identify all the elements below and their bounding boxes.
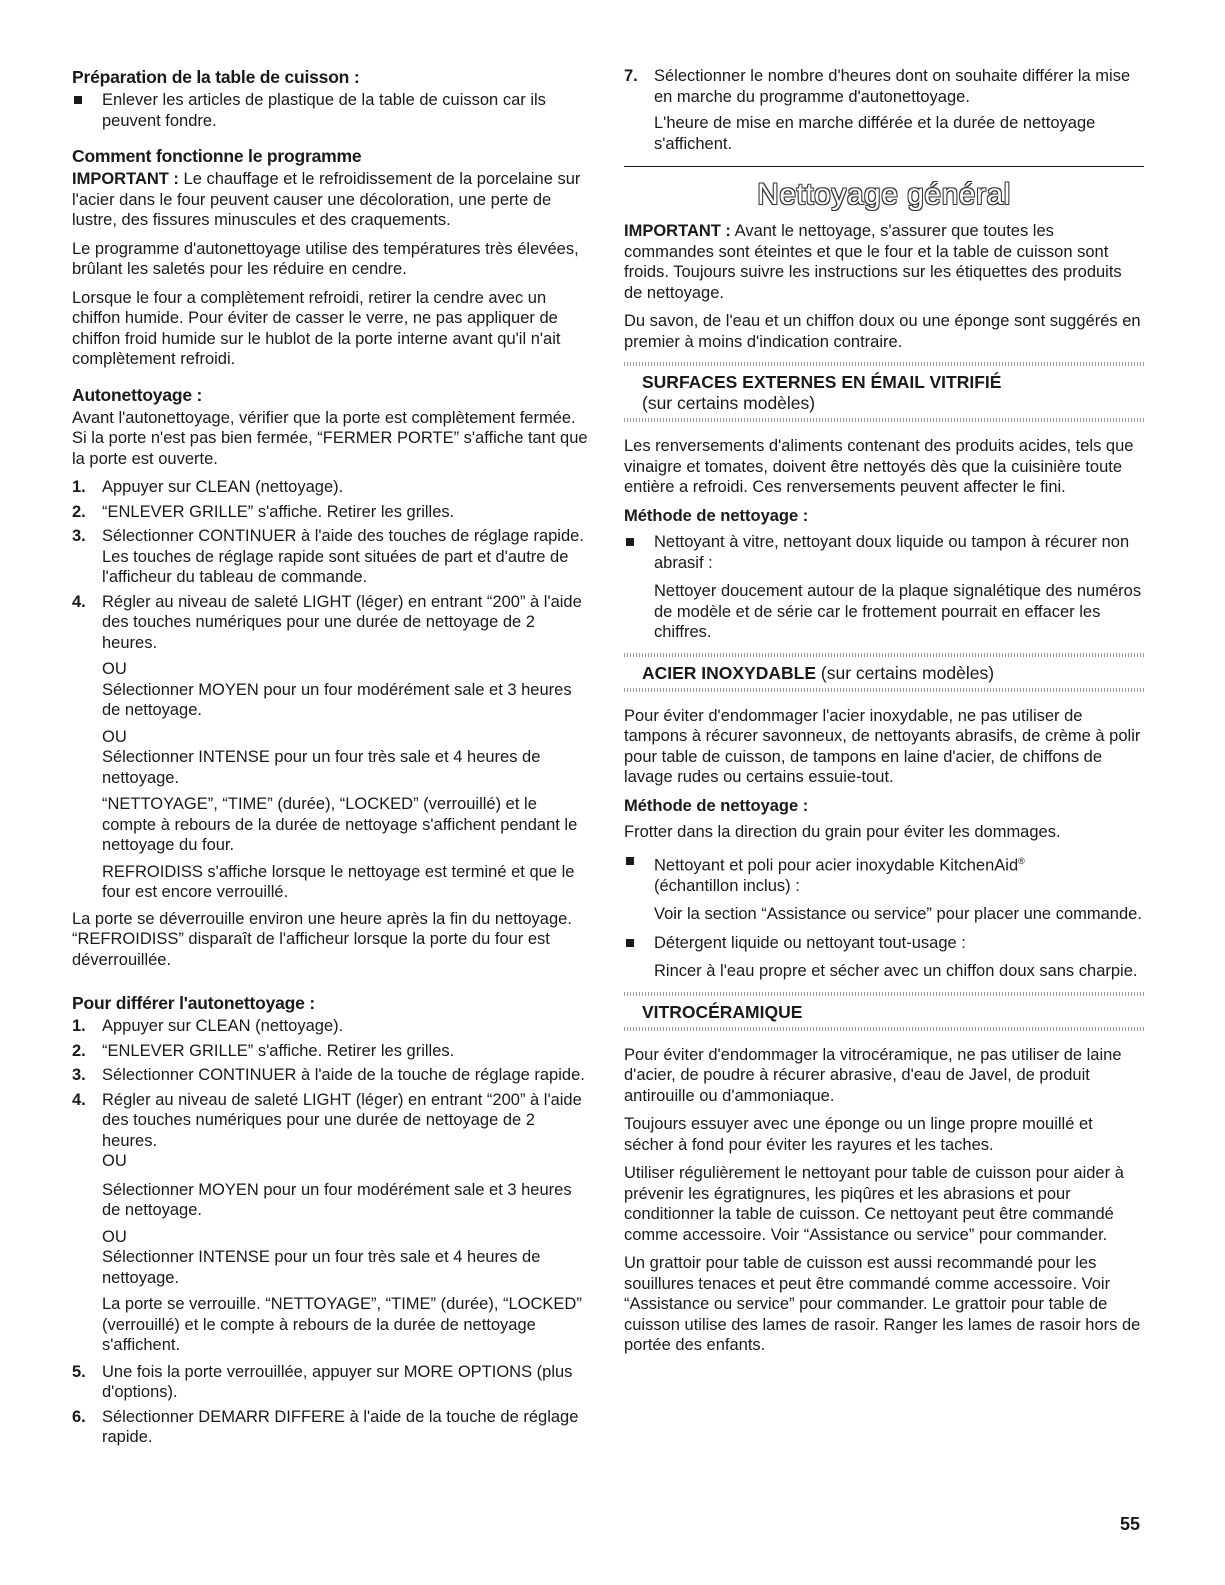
step-text: “ENLEVER GRILLE” s'affiche. Retirer les grilles. [102,1041,455,1060]
step-text: Régler au niveau de saleté LIGHT (léger) en entrant “200” à l'aide des touches numériques pour une durée de nettoyage de 2 heures. [102,592,582,652]
step-note: Sélectionner MOYEN pour un four modérément sale et 3 heures de nettoyage. [102,1180,572,1219]
step-item [72,1016,588,1037]
registered-mark: ® [1018,855,1025,866]
step-number: 6. [72,1407,86,1426]
square-bullet-icon [626,939,634,947]
step-item [72,592,588,903]
step-number: 7. [624,67,638,85]
section-title: Nettoyage général [757,178,1011,211]
heading-fonctionne: Comment fonctionne le programme [72,146,362,166]
square-bullet-icon [74,96,82,104]
heading-differer: Pour différer l'autonettoyage : [72,993,315,1013]
step-item [72,1041,588,1062]
right-column [624,66,1144,1364]
subsection-subtitle: (sur certains modèles) [816,662,995,683]
step-item [72,502,588,523]
step-note: Sélectionner INTENSE pour un four très sale et 4 heures de nettoyage. [102,1248,541,1287]
step-note: Sélectionner MOYEN pour un four modérément sale et 3 heures de nettoyage. [102,680,572,719]
subsection-subtitle: (sur certains modèles) [642,393,816,413]
subsection-title: SURFACES EXTERNES EN ÉMAIL VITRIFIÉ [642,372,1002,392]
square-bullet-icon [626,857,634,865]
bullet-text-tail: (échantillon inclus) : [654,876,800,895]
bullet-item [624,532,1144,643]
step-note: Sélectionner INTENSE pour un four très sale et 4 heures de nettoyage. [102,748,541,787]
bullet-item [72,90,588,131]
paragraph: Lorsque le four a complètement refroidi, retirer la cendre avec un chiffon humide. Pour éviter de casser le verre, ne pas appliquer de chiffon froid humide sur le hublot de la porte interne avant qu'il n'ait complètement refroidi. [72,288,561,368]
step-number: 4. [72,592,86,611]
important-text: Le chauffage et le refroidissement de la porcelaine sur l'acier dans le four peuvent causer une décoloration, une perte de lustre, des fissures minuscules et des craquements. [72,170,581,229]
step-text: Sélectionner CONTINUER à l'aide des touches de réglage rapide. Les touches de réglage rapide sont situées de part et d'autre de l'afficheur du tableau de commande. [102,527,584,586]
or-text: OU [102,660,127,678]
step-item [72,526,588,588]
step-number: 3. [72,527,86,545]
dotted-divider [624,992,1144,996]
left-column [72,66,588,1452]
bullet-text: Nettoyant à vitre, nettoyant doux liquide ou tampon à récurer non abrasif : [654,533,1130,572]
step-number: 3. [72,1066,86,1084]
heading-autonettoyage: Autonettoyage : [72,384,203,405]
step-text: Sélectionner le nombre d'heures dont on souhaite différer la mise en marche du programme d'autonettoyage. [654,67,1131,106]
step-text: Régler au niveau de saleté LIGHT (léger) en entrant “200” à l'aide des touches numériques pour une durée de nettoyage de 2 heures. [102,1090,582,1150]
step-text: Une fois la porte verrouillée, appuyer sur MORE OPTIONS (plus d'options). [102,1362,573,1401]
bullet-text: Enlever les articles de plastique de la table de cuisson car ils peuvent fondre. [102,91,546,130]
step-number: 1. [72,1017,86,1035]
step-number: 2. [72,1041,86,1060]
step-note: L'heure de mise en marche différée et la durée de nettoyage s'affichent. [654,114,1096,153]
paragraph: Pour éviter d'endommager l'acier inoxydable, ne pas utiliser de tampons à récurer savonneux, de nettoyants abrasifs, de crème à polir pour table de cuisson, de tampons en laine d'acier, de chiffons de lavage rudes ou certains essuie-tout. [624,706,1141,786]
section-rule [624,166,1144,167]
dotted-divider [624,418,1144,422]
step-note: REFROIDISS s'affiche lorsque le nettoyage est terminé et que le four est encore verrouillé. [102,862,575,901]
step-item [624,66,1144,154]
bullet-item [624,933,1144,982]
paragraph: Pour éviter d'endommager la vitrocéramique, ne pas utiliser de laine d'acier, de poudre à récurer abrasive, d'eau de Javel, de produit antirouille ou d'ammoniaque. [624,1045,1122,1105]
step-number: 4. [72,1090,86,1109]
bullet-text [654,851,1144,876]
paragraph: Du savon, de l'eau et un chiffon doux ou une éponge sont suggérés en premier à moins d'indication contraire. [624,312,1141,351]
bullet-text-main: Nettoyant et poli pour acier inoxydable KitchenAid [654,856,1019,874]
step-item [72,1065,588,1086]
step-number: 1. [72,478,86,496]
paragraph: Utiliser régulièrement le nettoyant pour table de cuisson pour aider à prévenir les égratignures, les piqûres et les abrasions et pour conditionner la table de cuisson. Ce nettoyant peut être commandé comme accessoire. Voir “Assistance ou service” pour commander. [624,1164,1124,1244]
method-label: Méthode de nettoyage : [624,796,809,815]
step-text: “ENLEVER GRILLE” s'affiche. Retirer les grilles. [102,502,455,521]
step-item [72,1407,588,1448]
important-label: IMPORTANT : [624,222,731,240]
subsection-title: ACIER INOXYDABLE [642,662,817,683]
subsection-heading [624,663,1144,684]
dotted-divider [624,362,1144,366]
step-number: 5. [72,1362,86,1381]
step-text: Sélectionner DEMARR DIFFERE à l'aide de la touche de réglage rapide. [102,1407,579,1446]
bullet-note: Rincer à l'eau propre et sécher avec un chiffon doux sans charpie. [654,962,1138,980]
paragraph: Le programme d'autonettoyage utilise des températures très élevées, brûlant les saletés pour les réduire en cendre. [72,239,579,278]
paragraph: Un grattoir pour table de cuisson est aussi recommandé pour les souillures tenaces et peut être commandé comme accessoire. Voir “Assistance ou service” pour commander. Le grattoir pour table de cuisson utilise des lames de rasoir. Ranger les lames de rasoir hors de portée des enfants. [624,1254,1141,1354]
page-number: 55 [1120,1514,1141,1534]
dotted-divider [624,688,1144,692]
or-text: OU [102,727,127,746]
dotted-divider [624,1027,1144,1031]
important-label: IMPORTANT : [72,170,179,188]
paragraph: Avant l'autonettoyage, vérifier que la porte est complètement fermée. Si la porte n'est pas bien fermée, “FERMER PORTE” s'affiche tant que la porte est ouverte. [72,408,588,468]
step-text: Appuyer sur CLEAN (nettoyage). [102,478,344,496]
paragraph: Frotter dans la direction du grain pour éviter les dommages. [624,823,1061,841]
paragraph: Toujours essuyer avec une éponge ou un linge propre mouillé et sécher à fond pour éviter les rayures et les taches. [624,1115,1093,1154]
subsection-heading [624,372,1144,414]
step-note: La porte se verrouille. “NETTOYAGE”, “TIME” (durée), “LOCKED” (verrouillé) et le compte à rebours de la durée de nettoyage s'affichent. [102,1295,582,1354]
or-text: OU [102,1227,127,1246]
step-item [72,1362,588,1403]
step-item [72,477,588,498]
subsection-title: VITROCÉRAMIQUE [642,1001,803,1022]
square-bullet-icon [626,538,634,546]
important-text: Avant le nettoyage, s'assurer que toutes les commandes sont éteintes et que le four et la table de cuisson sont froids. Toujours suivre les instructions sur les étiquettes des produits de nettoyage. [624,222,1122,302]
dotted-divider [624,653,1144,657]
subsection-heading [624,1002,1144,1023]
bullet-note: Voir la section “Assistance ou service” pour placer une commande. [654,905,1142,923]
method-label: Méthode de nettoyage : [624,506,809,525]
heading-preparation: Préparation de la table de cuisson : [72,67,360,87]
important-paragraph [72,169,588,231]
paragraph: Les renversements d'aliments contenant des produits acides, tels que vinaigre et tomates, doivent être nettoyés dès que la cuisinière toute entière a refroidi. Ces renversements peuvent affecter le fini. [624,437,1134,496]
step-text: Appuyer sur CLEAN (nettoyage). [102,1017,344,1035]
or-text: OU [102,1152,127,1170]
important-paragraph [624,221,1144,303]
bullet-text: Détergent liquide ou nettoyant tout-usage : [654,933,966,952]
paragraph: La porte se déverrouille environ une heure après la fin du nettoyage. “REFROIDISS” disparaît de l'afficheur lorsque la porte du four est déverrouillée. [72,909,572,969]
bullet-item [624,851,1144,925]
step-item [72,1090,588,1356]
step-note: “NETTOYAGE”, “TIME” (durée), “LOCKED” (verrouillé) et le compte à rebours de la durée de nettoyage s'affichent pendant le nettoyage du four. [102,795,578,854]
step-number: 2. [72,502,86,521]
step-text: Sélectionner CONTINUER à l'aide de la touche de réglage rapide. [102,1066,585,1084]
bullet-note: Nettoyer doucement autour de la plaque signalétique des numéros de modèle et de série car le frottement pourrait en effacer les chiffres. [654,582,1142,641]
